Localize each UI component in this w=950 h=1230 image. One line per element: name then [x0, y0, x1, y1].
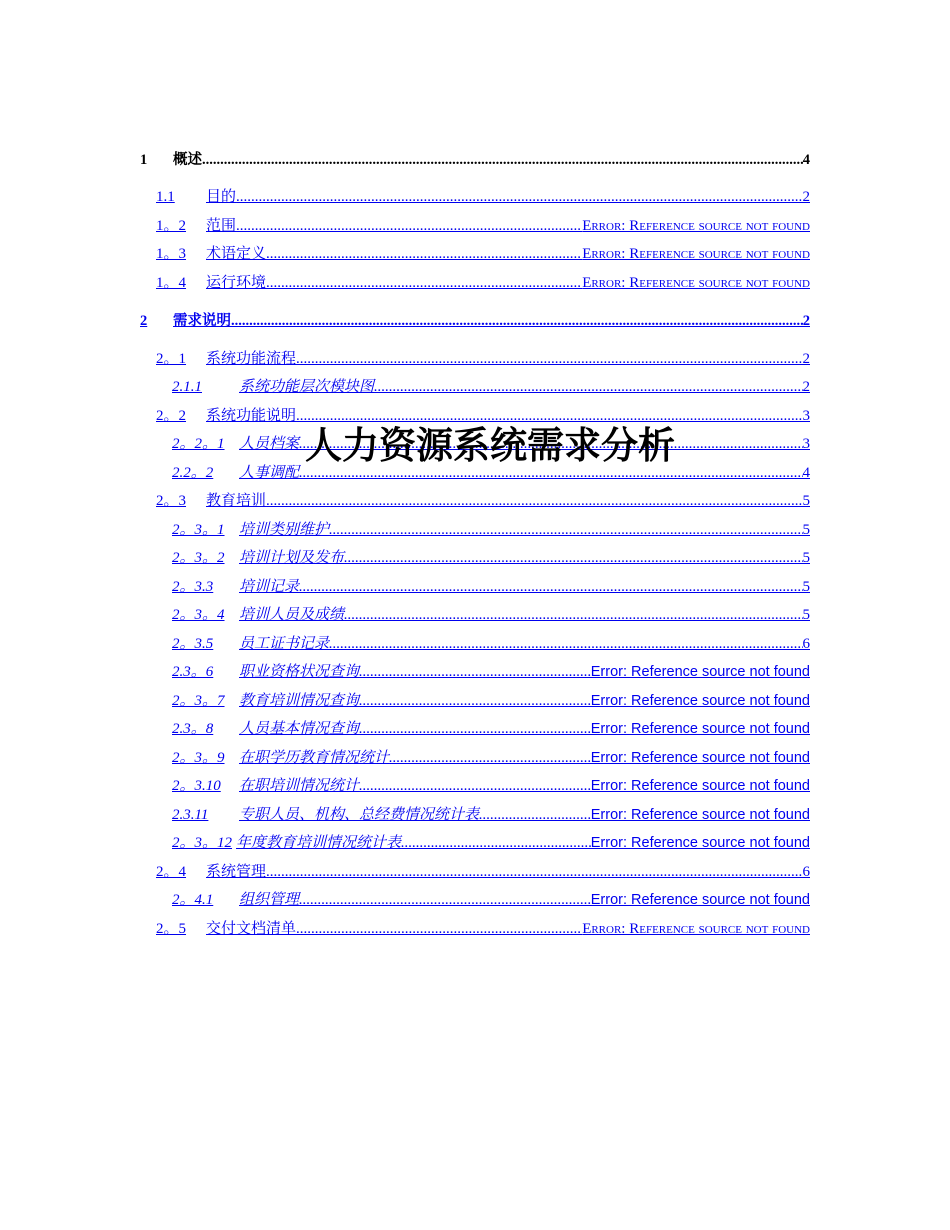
toc-entry-page: Error: Reference source not found: [590, 807, 810, 823]
toc-entry-number: 2。3。12: [172, 835, 233, 851]
toc-leader-dots: [266, 245, 582, 263]
toc-entry-page: Error: Reference source not found: [582, 921, 810, 937]
toc-entry-2-3[interactable]: [156, 492, 810, 510]
toc-entry-number: 2。2。1: [172, 436, 225, 452]
toc-leader-dots: [266, 492, 802, 510]
toc-entry-number: 2。4.1: [172, 892, 214, 908]
toc-leader-dots: [344, 606, 802, 624]
toc-entry-number: 2。3。1: [172, 522, 225, 538]
toc-entry-title: 运行环境: [206, 275, 267, 291]
toc-entry-page: Error: Reference source not found: [590, 693, 810, 709]
toc-entry-title: 交付文档清单: [206, 921, 297, 937]
toc-entry-title: 教育培训情况查询: [239, 693, 360, 709]
toc-entry-page: 2: [802, 351, 810, 367]
toc-entry-title: 培训类别维护: [239, 522, 330, 538]
toc-entry-2[interactable]: [140, 312, 810, 330]
toc-entry-1-1[interactable]: [156, 188, 810, 206]
toc-entry-page: Error: Reference source not found: [590, 835, 810, 851]
toc-entry-title: 职业资格状况查询: [239, 664, 360, 680]
toc-entry-1[interactable]: [140, 151, 810, 169]
toc-leader-dots: [266, 274, 582, 292]
toc-entry-number: 2。3。9: [172, 750, 225, 766]
toc-leader-dots: [236, 188, 802, 206]
toc-entry-page: Error: Reference source not found: [590, 721, 810, 737]
toc-entry-title: 在职培训情况统计: [239, 778, 360, 794]
toc-entry-2-4-1[interactable]: [172, 891, 810, 909]
toc-entry-2-3-10[interactable]: [172, 777, 810, 795]
toc-entry-number: 1。2: [156, 218, 187, 234]
toc-entry-number: 2.3.11: [172, 807, 209, 823]
toc-entry-page: 6: [802, 636, 810, 652]
toc-entry-2-4[interactable]: [156, 863, 810, 881]
toc-entry-title: 教育培训: [206, 493, 267, 509]
toc-entry-number: 2。3.10: [172, 778, 221, 794]
toc-entry-number: 2.1.1: [172, 379, 202, 395]
toc-entry-2-1[interactable]: [156, 350, 810, 368]
toc-leader-dots: [329, 635, 802, 653]
toc-entry-2-3-9[interactable]: [172, 749, 810, 767]
toc-entry-page: 5: [802, 579, 810, 595]
toc-entry-number: 2。1: [156, 351, 187, 367]
toc-entry-number: 2。3.5: [172, 636, 214, 652]
toc-entry-number: 2。3。7: [172, 693, 225, 709]
toc-entry-page: 5: [802, 522, 810, 538]
toc-leader-dots: [479, 806, 591, 824]
toc-entry-number: 2。3。2: [172, 550, 225, 566]
toc-entry-2-3-1[interactable]: [172, 521, 810, 539]
toc-entry-2-3-2[interactable]: [172, 549, 810, 567]
toc-entry-number: 2。2: [156, 408, 187, 424]
toc-entry-number: 2。3。4: [172, 607, 225, 623]
toc-entry-number: 2。4: [156, 864, 187, 880]
toc-leader-dots: [299, 891, 591, 909]
toc-leader-dots: [359, 663, 591, 681]
toc-entry-title: 概述: [173, 152, 202, 168]
toc-entry-number: 2。3.3: [172, 579, 214, 595]
toc-entry-title: 系统功能层次模块图: [239, 379, 375, 395]
toc-entry-2-3-8[interactable]: [172, 720, 810, 738]
toc-entry-number: 2.3。8: [172, 721, 214, 737]
toc-entry-number: 2.2。2: [172, 465, 214, 481]
toc-entry-title: 人事调配: [239, 465, 300, 481]
toc-leader-dots: [266, 863, 802, 881]
toc-entry-title: 系统管理: [206, 864, 267, 880]
toc-leader-dots: [359, 777, 591, 795]
toc-entry-title: 培训人员及成绩: [239, 607, 345, 623]
toc-entry-page: Error: Reference source not found: [582, 218, 810, 234]
toc-entry-title: 人员档案: [239, 436, 300, 452]
document-title: 人力资源系统需求分析: [305, 424, 675, 467]
toc-entry-1-2[interactable]: [156, 217, 810, 235]
toc-leader-dots: [202, 151, 803, 169]
toc-entry-number: 1: [140, 152, 148, 168]
toc-entry-title: 在职学历教育情况统计: [239, 750, 390, 766]
toc-entry-page: Error: Reference source not found: [582, 246, 810, 262]
toc-entry-page: 4: [802, 152, 810, 168]
toc-entry-title: 需求说明: [173, 313, 231, 329]
toc-entry-2-3-11[interactable]: [172, 806, 810, 824]
toc-leader-dots: [296, 350, 802, 368]
toc-entry-title: 术语定义: [206, 246, 267, 262]
toc-leader-dots: [359, 692, 591, 710]
toc-entry-page: Error: Reference source not found: [590, 750, 810, 766]
toc-entry-number: 2: [140, 313, 148, 329]
toc-entry-1-3[interactable]: [156, 245, 810, 263]
toc-leader-dots: [344, 549, 802, 567]
toc-entry-number: 1.1: [156, 189, 175, 205]
toc-entry-2-3-3[interactable]: [172, 578, 810, 596]
toc-entry-title: 培训计划及发布: [239, 550, 345, 566]
toc-leader-dots: [296, 920, 582, 938]
toc-entry-2-3-12[interactable]: [172, 834, 810, 852]
toc-entry-2-3-7[interactable]: [172, 692, 810, 710]
toc-entry-title: 系统功能说明: [206, 408, 297, 424]
toc-entry-title: 目的: [206, 189, 237, 205]
toc-entry-page: 5: [802, 493, 810, 509]
toc-entry-2-3-6[interactable]: [172, 663, 810, 681]
toc-entry-number: 2.3。6: [172, 664, 214, 680]
toc-leader-dots: [299, 578, 802, 596]
toc-leader-dots: [236, 217, 582, 235]
toc-entry-page: Error: Reference source not found: [590, 892, 810, 908]
toc-entry-number: 1。3: [156, 246, 187, 262]
toc-entry-title: 员工证书记录: [239, 636, 330, 652]
toc-entry-1-4[interactable]: [156, 274, 810, 292]
toc-entry-2-1-1[interactable]: [172, 378, 810, 396]
toc-entry-page: 3: [802, 436, 810, 452]
toc-entry-page: Error: Reference source not found: [590, 778, 810, 794]
toc-entry-title: 人员基本情况查询: [239, 721, 360, 737]
toc-entry-2-5[interactable]: [156, 920, 810, 938]
toc-entry-page: 2: [802, 189, 810, 205]
toc-entry-title: 系统功能流程: [206, 351, 297, 367]
toc-entry-page: 4: [802, 465, 810, 481]
toc-entry-page: Error: Reference source not found: [590, 664, 810, 680]
toc-leader-dots: [359, 720, 591, 738]
toc-entry-title: 组织管理: [239, 892, 300, 908]
toc-leader-dots: [329, 521, 802, 539]
toc-entry-page: Error: Reference source not found: [582, 275, 810, 291]
toc-entry-page: 5: [802, 550, 810, 566]
toc-entry-page: 5: [802, 607, 810, 623]
toc-entry-page: 2: [802, 379, 810, 395]
toc-entry-number: 2。5: [156, 921, 187, 937]
toc-entry-number: 1。4: [156, 275, 187, 291]
toc-leader-dots: [231, 312, 803, 330]
toc-leader-dots: [389, 749, 591, 767]
toc-entry-2-3-5[interactable]: [172, 635, 810, 653]
toc-leader-dots: [374, 378, 802, 396]
toc-entry-title: 培训记录: [239, 579, 300, 595]
toc-entry-number: 2。3: [156, 493, 187, 509]
toc-entry-title: 年度教育培训情况统计表: [236, 835, 402, 851]
toc-entry-2-3-4[interactable]: [172, 606, 810, 624]
toc-leader-dots: [401, 834, 591, 852]
toc-entry-page: 2: [802, 313, 810, 329]
toc-entry-title: 范围: [206, 218, 237, 234]
toc-entry-page: 6: [802, 864, 810, 880]
toc-entry-page: 3: [802, 408, 810, 424]
toc-entry-title: 专职人员、机构、总经费情况统计表: [239, 807, 480, 823]
